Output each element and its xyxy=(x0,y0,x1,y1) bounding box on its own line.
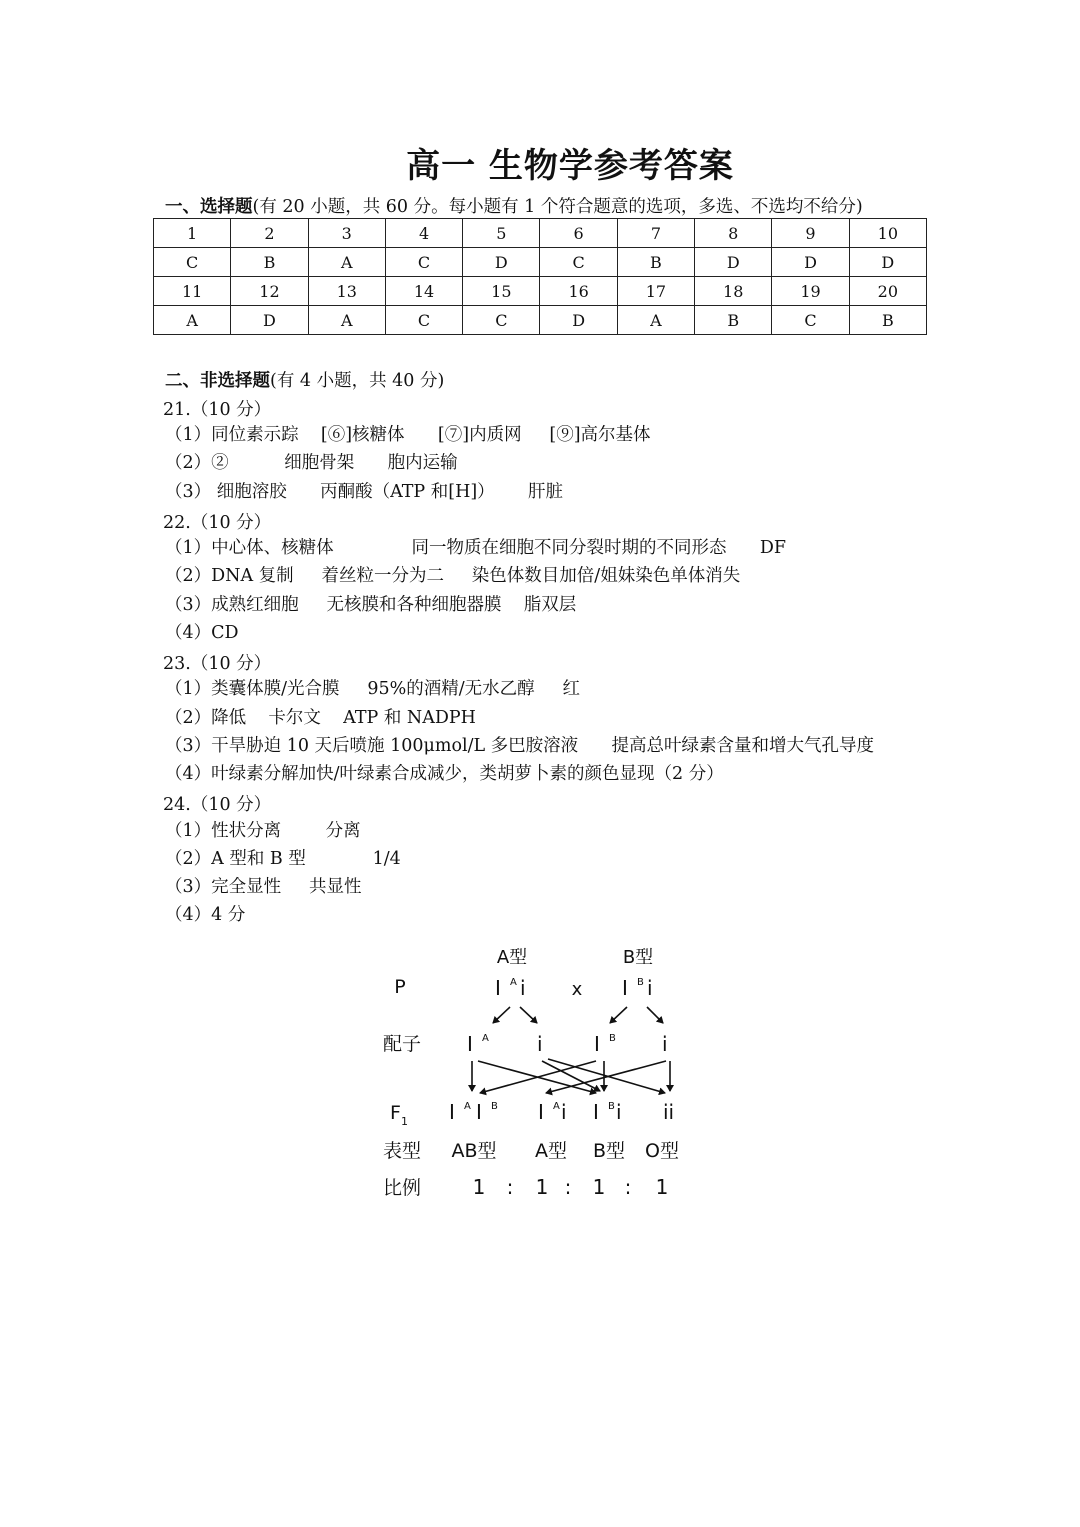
gamete-IA xyxy=(467,1032,489,1056)
svg-text:i: i xyxy=(520,976,526,1000)
svg-text:I: I xyxy=(622,976,628,1000)
q21-answer-line: （1）同位素示踪 [⑥]核糖体 [⑦]内质网 [⑨]高尔基体 xyxy=(165,425,651,445)
answer-cell: B xyxy=(849,306,926,335)
svg-text:B: B xyxy=(608,1101,615,1112)
answer-cell: A xyxy=(308,306,385,335)
ratio-separator: : xyxy=(624,1175,632,1199)
svg-text:I: I xyxy=(476,1100,482,1124)
q24-answer-line: （4）4 分 xyxy=(165,905,246,925)
gamete-i: i xyxy=(662,1032,668,1056)
q23-heading: 23.（10 分） xyxy=(163,654,272,674)
question-number-cell: 1 xyxy=(154,219,231,248)
ratio-label: 比例 xyxy=(382,1177,422,1199)
svg-text:1: 1 xyxy=(401,1115,408,1128)
parent-b-phenotype: B型 xyxy=(622,947,654,968)
question-number-cell: 5 xyxy=(463,219,540,248)
arrow xyxy=(520,1007,537,1023)
question-number-cell: 17 xyxy=(617,277,694,306)
gamete-i: i xyxy=(537,1032,543,1056)
q21-heading: 21.（10 分） xyxy=(163,400,272,420)
svg-text:I: I xyxy=(538,1100,544,1124)
question-number-cell: 11 xyxy=(154,277,231,306)
question-number-row xyxy=(154,219,927,248)
svg-text:I: I xyxy=(594,1032,600,1056)
section2-heading xyxy=(165,367,444,392)
q24-answer-line: （1）性状分离 分离 xyxy=(165,821,361,841)
answer-cell: A xyxy=(154,306,231,335)
svg-text:I: I xyxy=(593,1100,599,1124)
svg-text:i: i xyxy=(616,1100,622,1124)
section1-heading xyxy=(165,193,863,218)
answer-cell: D xyxy=(695,248,772,277)
answer-cell: B xyxy=(695,306,772,335)
question-number-cell: 18 xyxy=(695,277,772,306)
arrow xyxy=(647,1007,663,1023)
arrow xyxy=(493,1007,510,1023)
parent-a-phenotype: A型 xyxy=(496,947,528,968)
question-number-cell: 13 xyxy=(308,277,385,306)
question-number-cell: 9 xyxy=(772,219,849,248)
q24-heading: 24.（10 分） xyxy=(163,795,272,815)
svg-text:B: B xyxy=(609,1033,616,1044)
question-number-cell: 4 xyxy=(385,219,462,248)
q21-answer-line: （2）② 细胞骨架 胞内运输 xyxy=(165,453,458,473)
answer-cell: C xyxy=(463,306,540,335)
svg-text:A: A xyxy=(464,1101,471,1112)
answer-cell: D xyxy=(849,248,926,277)
cross-symbol: x xyxy=(571,979,583,1000)
answer-cell: D xyxy=(231,306,308,335)
f1-genotype-IAi xyxy=(538,1100,567,1124)
question-number-cell: 19 xyxy=(772,277,849,306)
f1-genotype-IAIB xyxy=(449,1100,498,1124)
ratio-value: 1 xyxy=(655,1175,669,1199)
answer-cell: C xyxy=(772,306,849,335)
question-number-cell: 15 xyxy=(463,277,540,306)
svg-text:A: A xyxy=(510,977,517,988)
q22-answer-line: （2）DNA 复制 着丝粒一分为二 染色体数目加倍/姐妹染色单体消失 xyxy=(165,566,741,586)
ratio-separator: : xyxy=(564,1175,572,1199)
phenotype: AB型 xyxy=(451,1140,497,1162)
page-title: 高一 生物学参考答案 xyxy=(406,146,734,186)
section2-label: 二、非选择题 xyxy=(165,371,270,391)
question-number-cell: 6 xyxy=(540,219,617,248)
question-number-cell: 10 xyxy=(849,219,926,248)
question-number-cell: 16 xyxy=(540,277,617,306)
answer-cell: C xyxy=(385,306,462,335)
svg-text:B: B xyxy=(637,977,644,988)
gamete-IB xyxy=(594,1032,616,1056)
svg-text:I: I xyxy=(467,1032,473,1056)
section2-note: (有 4 小题，共 40 分) xyxy=(270,371,445,391)
parent-a-genotype xyxy=(495,976,526,1000)
question-number-cell: 2 xyxy=(231,219,308,248)
answer-cell: A xyxy=(308,248,385,277)
answer-row xyxy=(154,248,927,277)
answer-cell: D xyxy=(772,248,849,277)
svg-text:B: B xyxy=(491,1101,498,1112)
svg-text:F: F xyxy=(390,1102,401,1124)
section1-note: (有 20 小题，共 60 分。每小题有 1 个符合题意的选项，多选、不选均不给分) xyxy=(252,197,863,217)
phenotype: B型 xyxy=(592,1140,626,1162)
q24-answer-line: （3）完全显性 共显性 xyxy=(165,877,362,897)
q24-answer-line: （2）A 型和 B 型 1/4 xyxy=(165,849,401,869)
arrow xyxy=(610,1007,627,1023)
q22-heading: 22.（10 分） xyxy=(163,513,272,533)
question-number-cell: 12 xyxy=(231,277,308,306)
ratio-separator: : xyxy=(506,1175,514,1199)
q23-answer-line: （3）干旱胁迫 10 天后喷施 100μmol/L 多巴胺溶液 提高总叶绿素含量和增大气孔导度 xyxy=(165,736,875,756)
svg-text:i: i xyxy=(647,976,653,1000)
question-number-row xyxy=(154,277,927,306)
f1-label xyxy=(390,1102,408,1128)
answer-cell: C xyxy=(540,248,617,277)
question-number-cell: 14 xyxy=(385,277,462,306)
svg-text:i: i xyxy=(561,1100,567,1124)
q23-answer-line: （1）类囊体膜/光合膜 95%的酒精/无水乙醇 红 xyxy=(165,679,580,699)
p-label: P xyxy=(394,976,406,998)
genetic-cross-diagram xyxy=(360,935,720,1205)
parent-b-genotype xyxy=(622,976,653,1000)
phenotype-label: 表型 xyxy=(382,1140,422,1162)
question-number-cell: 7 xyxy=(617,219,694,248)
svg-text:I: I xyxy=(495,976,501,1000)
section1-label: 一、选择题 xyxy=(165,197,253,217)
f1-genotype-IBi xyxy=(593,1100,622,1124)
f1-genotype-ii: ii xyxy=(663,1100,675,1124)
answer-cell: C xyxy=(154,248,231,277)
phenotype: A型 xyxy=(535,1140,567,1162)
answer-cell: A xyxy=(617,306,694,335)
question-number-cell: 8 xyxy=(695,219,772,248)
question-number-cell: 3 xyxy=(308,219,385,248)
answer-row xyxy=(154,306,927,335)
answer-cell: B xyxy=(231,248,308,277)
gamete-label: 配子 xyxy=(382,1033,422,1055)
q23-answer-line: （4）叶绿素分解加快/叶绿素合成减少，类胡萝卜素的颜色显现（2 分） xyxy=(165,764,724,784)
phenotype: O型 xyxy=(645,1140,679,1162)
answer-cell: D xyxy=(540,306,617,335)
q22-answer-line: （3）成熟红细胞 无核膜和各种细胞器膜 脂双层 xyxy=(165,595,577,615)
svg-text:I: I xyxy=(449,1100,455,1124)
answer-cell: C xyxy=(385,248,462,277)
answer-cell: D xyxy=(463,248,540,277)
ratio-value: 1 xyxy=(592,1175,606,1199)
question-number-cell: 20 xyxy=(849,277,926,306)
ratio-value: 1 xyxy=(535,1175,549,1199)
q22-answer-line: （4）CD xyxy=(165,623,239,643)
answer-cell: B xyxy=(617,248,694,277)
ratio-value: 1 xyxy=(472,1175,486,1199)
svg-text:A: A xyxy=(553,1101,560,1112)
q22-answer-line: （1）中心体、核糖体 同一物质在细胞不同分裂时期的不同形态 DF xyxy=(165,538,787,558)
q23-answer-line: （2）降低 卡尔文 ATP 和 NADPH xyxy=(165,708,476,728)
answer-table xyxy=(153,218,927,335)
svg-text:A: A xyxy=(482,1033,489,1044)
q21-answer-line: （3） 细胞溶胶 丙酮酸（ATP 和[H]） 肝脏 xyxy=(165,482,564,502)
